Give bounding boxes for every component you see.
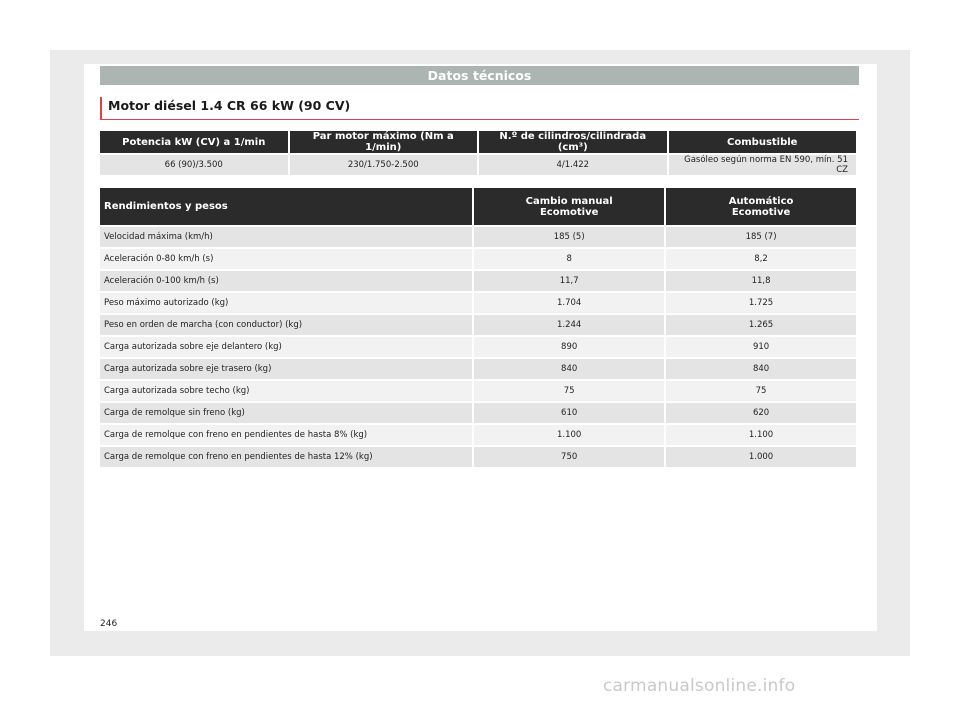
performance-weights-table (98, 186, 858, 469)
section-heading (100, 97, 859, 120)
header-auto-line1: Automático (728, 195, 794, 207)
cell-power: 66 (90)/3.500 (100, 155, 288, 175)
cell-automatic: 11,8 (666, 271, 856, 291)
cell-manual: 11,7 (474, 271, 664, 291)
table-row (100, 337, 856, 357)
header-automatic (666, 188, 856, 225)
table-row (100, 425, 856, 445)
cell-automatic: 1.000 (666, 447, 856, 467)
cell-label: Carga de remolque con freno en pendientes de hasta 12% (kg) (100, 447, 472, 467)
header-manual-line1: Cambio manual (525, 195, 613, 207)
cell-automatic: 8,2 (666, 249, 856, 269)
table-row (100, 315, 856, 335)
table-row (100, 227, 856, 247)
cell-manual: 890 (474, 337, 664, 357)
cell-manual: 8 (474, 249, 664, 269)
cell-label: Peso en orden de marcha (con conductor) (kg) (100, 315, 472, 335)
cell-automatic: 1.725 (666, 293, 856, 313)
cell-manual: 750 (474, 447, 664, 467)
page-number: 246 (100, 619, 118, 629)
cell-manual: 1.244 (474, 315, 664, 335)
section-title: Motor diésel 1.4 CR 66 kW (90 CV) (108, 98, 351, 113)
table-row (100, 381, 856, 401)
table-row (100, 271, 856, 291)
cell-label: Carga autorizada sobre techo (kg) (100, 381, 472, 401)
cell-cylinders: 4/1.422 (479, 155, 667, 175)
cell-label: Peso máximo autorizado (kg) (100, 293, 472, 313)
cell-manual: 1.704 (474, 293, 664, 313)
table-row (100, 293, 856, 313)
table-row (100, 359, 856, 379)
cell-label: Carga de remolque sin freno (kg) (100, 403, 472, 423)
table-header-row (100, 131, 856, 153)
cell-automatic: 185 (7) (666, 227, 856, 247)
chapter-header: Datos técnicos (100, 66, 859, 85)
header-power: Potencia kW (CV) a 1/min (100, 131, 288, 153)
header-fuel: Combustible (669, 131, 857, 153)
table-header-row (100, 188, 856, 225)
cell-manual: 610 (474, 403, 664, 423)
table-row (100, 447, 856, 467)
cell-label: Aceleración 0-100 km/h (s) (100, 271, 472, 291)
cell-automatic: 1.100 (666, 425, 856, 445)
cell-automatic: 620 (666, 403, 856, 423)
cell-label: Velocidad máxima (km/h) (100, 227, 472, 247)
watermark: carmanualsonline.info (603, 676, 796, 696)
section-accent-bar (100, 97, 102, 119)
cell-label: Carga autorizada sobre eje trasero (kg) (100, 359, 472, 379)
header-cylinders: N.º de cilindros/cilindrada (cm³) (479, 131, 667, 153)
engine-specs-table (98, 129, 858, 177)
cell-automatic: 75 (666, 381, 856, 401)
cell-automatic: 1.265 (666, 315, 856, 335)
cell-label: Carga autorizada sobre eje delantero (kg) (100, 337, 472, 357)
cell-manual: 185 (5) (474, 227, 664, 247)
table-row (100, 249, 856, 269)
cell-manual: 1.100 (474, 425, 664, 445)
cell-automatic: 910 (666, 337, 856, 357)
cell-label: Aceleración 0-80 km/h (s) (100, 249, 472, 269)
header-torque: Par motor máximo (Nm a 1/min) (290, 131, 478, 153)
header-manual-line2: Ecomotive (539, 206, 599, 218)
cell-torque: 230/1.750-2.500 (290, 155, 478, 175)
cell-label: Carga de remolque con freno en pendientes de hasta 8% (kg) (100, 425, 472, 445)
header-performance: Rendimientos y pesos (100, 188, 472, 225)
table-row (100, 155, 856, 175)
cell-fuel: Gasóleo según norma EN 590, mín. 51 CZ (669, 155, 857, 175)
cell-automatic: 840 (666, 359, 856, 379)
header-auto-line2: Ecomotive (731, 206, 791, 218)
cell-manual: 840 (474, 359, 664, 379)
header-manual (474, 188, 664, 225)
table-row (100, 403, 856, 423)
cell-manual: 75 (474, 381, 664, 401)
